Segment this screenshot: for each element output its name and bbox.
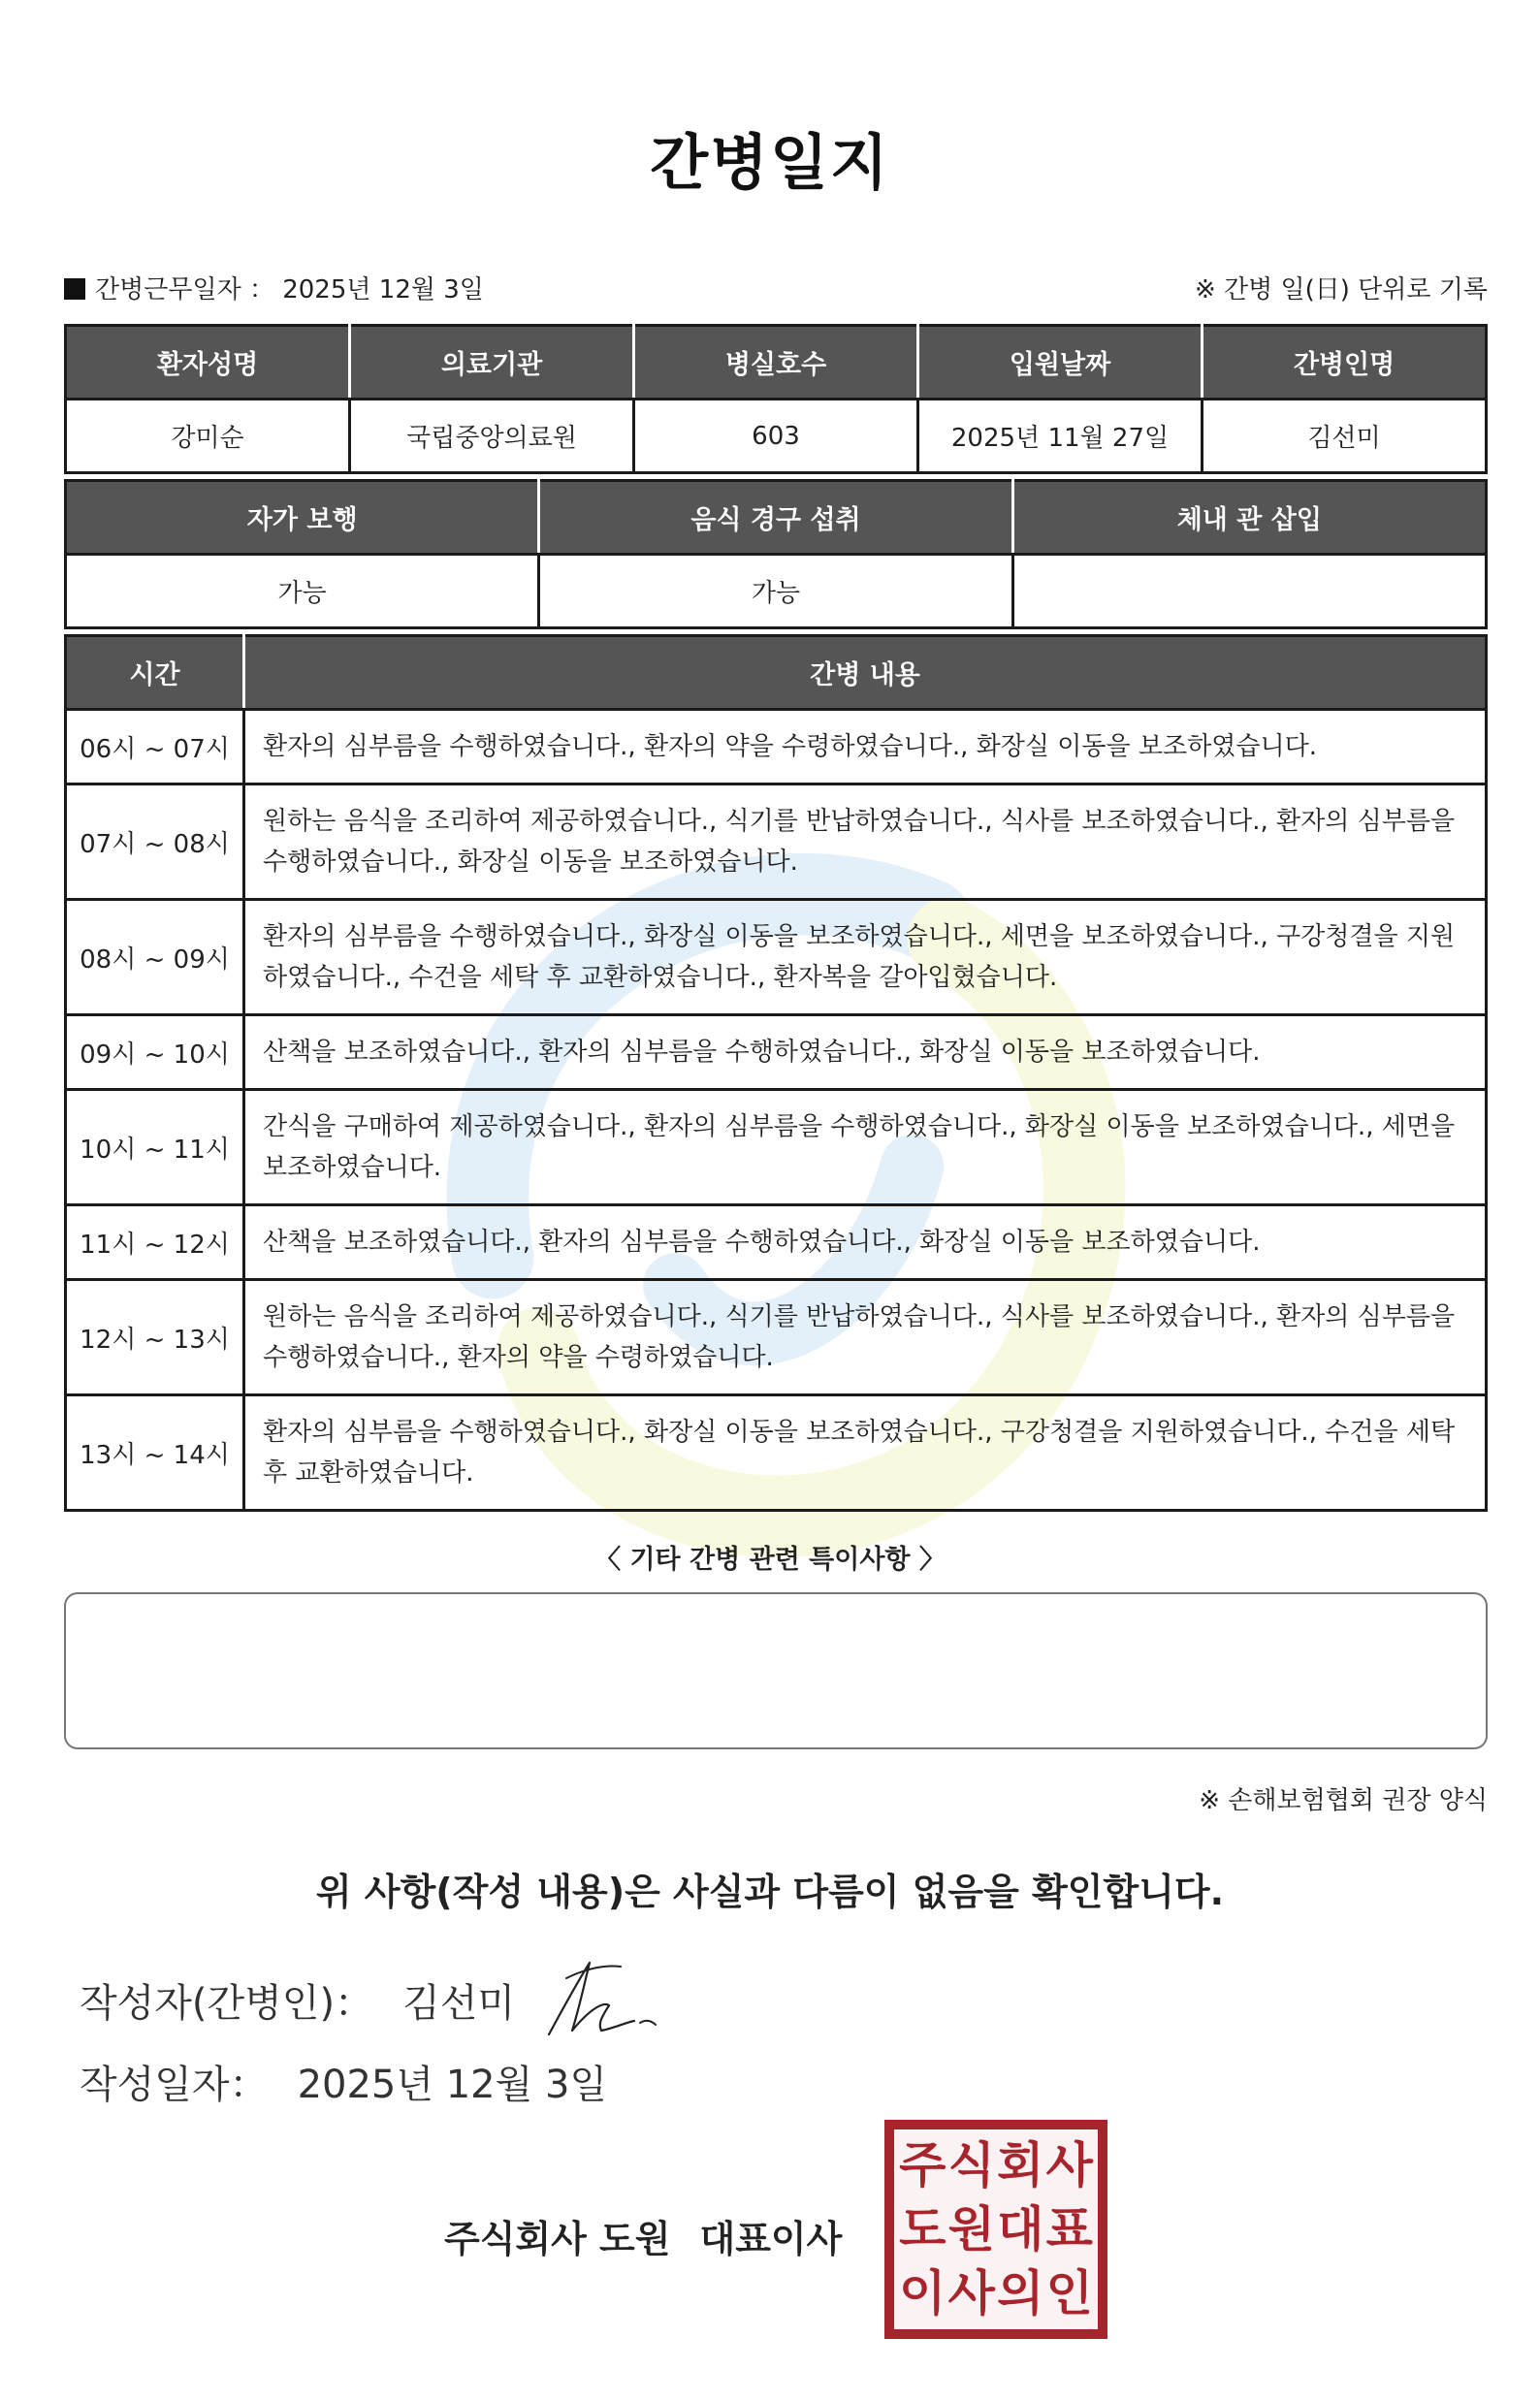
- caregiver-name: 김선미: [1203, 400, 1487, 473]
- company-seal: [884, 2120, 1107, 2339]
- log-time: 06시 ~ 07시: [66, 710, 244, 784]
- writer-label: 작성자(간병인)：: [80, 1981, 374, 2026]
- header-caregiver-name: 간병인명: [1203, 326, 1487, 400]
- header-tube-insertion: 체내 관 삽입: [1012, 481, 1486, 555]
- seal-grid: [898, 2133, 1094, 2325]
- table-row: [66, 900, 1487, 1015]
- work-date: [64, 270, 484, 305]
- tube-insertion-value: [1012, 555, 1486, 628]
- remarks-box: [64, 1592, 1488, 1749]
- table-row: [66, 555, 1487, 628]
- seal-character: 도: [899, 2201, 946, 2257]
- table-row: [66, 710, 1487, 784]
- unit-note: ※ 간병 일(日) 단위로 기록: [1194, 275, 1488, 304]
- company-line: [444, 2209, 842, 2262]
- log-time: 10시 ~ 11시: [66, 1090, 244, 1205]
- log-time: 11시 ~ 12시: [66, 1205, 244, 1280]
- company-name: 주식회사 도원: [444, 2218, 671, 2260]
- table-row: [66, 1090, 1487, 1205]
- seal-character: 이: [899, 2265, 946, 2321]
- remarks-title: 〈 기타 간병 관련 특이사항 〉: [594, 1545, 946, 1575]
- log-content: 산책을 보조하였습니다., 환자의 심부름을 수행하였습니다., 화장실 이동을 보조하였습니다.: [244, 1015, 1487, 1090]
- header-admission-date: 입원날짜: [918, 326, 1203, 400]
- written-date-line: [80, 2054, 607, 2109]
- representative-title: 대표이사: [699, 2218, 843, 2260]
- log-content: 간식을 구매하여 제공하였습니다., 환자의 심부름을 수행하였습니다., 화장실 이동을 보조하였습니다., 세면을 보조하였습니다.: [244, 1090, 1487, 1205]
- log-time: 08시 ~ 09시: [66, 900, 244, 1015]
- seal-character: 의: [997, 2265, 1044, 2321]
- patient-info-table: [64, 324, 1488, 474]
- log-time: 13시 ~ 14시: [66, 1395, 244, 1511]
- self-walking-value: 가능: [66, 555, 539, 628]
- table-header-row: [66, 636, 1487, 710]
- seal-character: 사: [1045, 2137, 1093, 2193]
- hospital-name: 국립중앙의료원: [350, 400, 634, 473]
- seal-character: 대: [997, 2201, 1044, 2257]
- written-date-value: 2025년 12월 3일: [297, 2063, 608, 2107]
- table-row: [66, 784, 1487, 900]
- signature-image: [539, 1945, 665, 2052]
- header-room: 병실호수: [634, 326, 918, 400]
- patient-name: 강미순: [66, 400, 350, 473]
- log-content: 원하는 음식을 조리하여 제공하였습니다., 식기를 반납하였습니다., 식사를 보조하였습니다., 환자의 심부름을 수행하였습니다., 환자의 약을 수령하였습니다.: [244, 1280, 1487, 1395]
- log-content: 환자의 심부름을 수행하였습니다., 화장실 이동을 보조하였습니다., 구강청결을 지원하였습니다., 수건을 세탁 후 교환하였습니다.: [244, 1395, 1487, 1511]
- table-row: [66, 1280, 1487, 1395]
- table-row: [66, 400, 1487, 473]
- table-row: [66, 1205, 1487, 1280]
- log-content: 원하는 음식을 조리하여 제공하였습니다., 식기를 반납하였습니다., 식사를 보조하였습니다., 환자의 심부름을 수행하였습니다., 화장실 이동을 보조하였습니다.: [244, 784, 1487, 900]
- care-log-table: [64, 634, 1488, 1512]
- seal-character: 식: [947, 2137, 995, 2193]
- oral-intake-value: 가능: [539, 555, 1012, 628]
- room-number: 603: [634, 400, 918, 473]
- confirmation-statement: 위 사항(작성 내용)은 사실과 다름이 없음을 확인합니다.: [315, 1871, 1225, 1913]
- log-content: 환자의 심부름을 수행하였습니다., 환자의 약을 수령하였습니다., 화장실 이동을 보조하였습니다.: [244, 710, 1487, 784]
- header-oral-intake: 음식 경구 섭취: [539, 481, 1012, 555]
- header-patient-name: 환자성명: [66, 326, 350, 400]
- work-date-text: 간병근무일자 ： 2025년 12월 3일: [95, 275, 484, 304]
- seal-character: 사: [947, 2265, 995, 2321]
- patient-status-table: [64, 479, 1488, 629]
- table-row: [66, 1015, 1487, 1090]
- header-care-content: 간병 내용: [244, 636, 1487, 710]
- seal-character: 원: [947, 2201, 995, 2257]
- header-time: 시간: [66, 636, 244, 710]
- log-content: 산책을 보조하였습니다., 환자의 심부름을 수행하였습니다., 화장실 이동을 보조하였습니다.: [244, 1205, 1487, 1280]
- recommend-note: ※ 손해보험협회 권장 양식: [1199, 1786, 1488, 1815]
- seal-character: 주: [899, 2137, 946, 2193]
- writer-line: [80, 1972, 515, 2028]
- log-content: 환자의 심부름을 수행하였습니다., 화장실 이동을 보조하였습니다., 세면을 보조하였습니다., 구강청결을 지원하였습니다., 수건을 세탁 후 교환하였습니다., 환자복을 갈아입혔습니다.: [244, 900, 1487, 1015]
- written-date-label: 작성일자：: [80, 2063, 269, 2107]
- log-time: 07시 ~ 08시: [66, 784, 244, 900]
- seal-character: 표: [1045, 2201, 1093, 2257]
- header-self-walking: 자가 보행: [66, 481, 539, 555]
- square-bullet-icon: [64, 278, 85, 300]
- seal-character: 인: [1045, 2265, 1093, 2321]
- log-time: 09시 ~ 10시: [66, 1015, 244, 1090]
- table-row: [66, 1395, 1487, 1511]
- admission-date: 2025년 11월 27일: [918, 400, 1203, 473]
- header-hospital: 의료기관: [350, 326, 634, 400]
- writer-name: 김선미: [402, 1981, 515, 2026]
- seal-character: 회: [997, 2137, 1044, 2193]
- table-header-row: [66, 326, 1487, 400]
- table-header-row: [66, 481, 1487, 555]
- document-title: 간병일지: [650, 127, 890, 198]
- log-time: 12시 ~ 13시: [66, 1280, 244, 1395]
